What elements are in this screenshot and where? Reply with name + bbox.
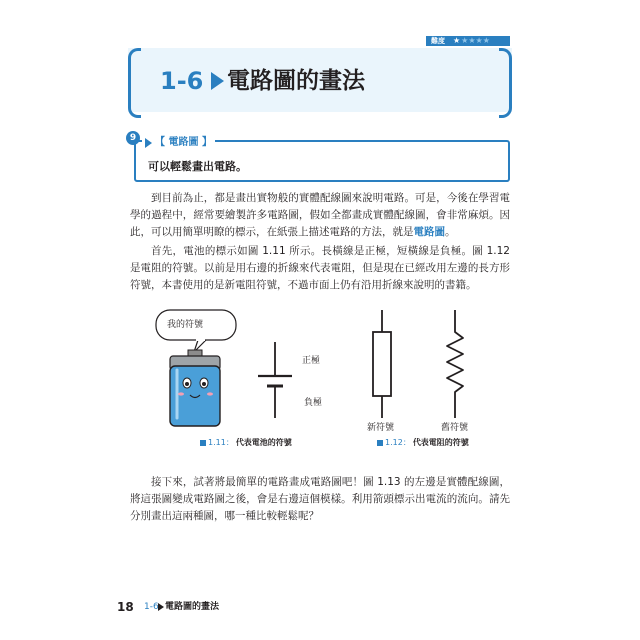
right-bracket: [499, 48, 512, 118]
caption-title: 代表電池的符號: [235, 438, 292, 447]
highlight-term: 電路圖: [413, 226, 445, 238]
left-bracket: [128, 48, 141, 118]
title-arrow-icon: [211, 72, 224, 90]
footer-title: 電路圖的畫法: [165, 602, 220, 612]
negative-label: 負極: [304, 398, 323, 408]
key-point-text: 可以輕鬆畫出電路。: [148, 160, 247, 173]
new-symbol-label: 新符號: [367, 423, 395, 433]
paragraph-1-text: 到目前為止，都是畫出實物般的實體配線圖來說明電路。可是，今後在學習電學的過程中，經常要繪製許多電路圖，假如全都畫成實體配線圖，會非常麻煩。因此，可以用簡單明瞭的標示，在紙張上描述電路的方法，就是: [130, 192, 510, 238]
resistor-old-symbol: [447, 310, 463, 418]
paragraph-1-end: 。: [445, 226, 456, 238]
page-number: 18: [117, 600, 134, 614]
paragraph-3: 接下來，試著將最簡單的電路畫成電路圖吧！圖 1.13 的左邊是實體配線圖，將這張圖變成電路圖之後，會是右邊這個模樣。利用箭頭標示出電流的流向。請先分別畫出這兩種圖，哪一種比較輕鬆呢？: [130, 476, 510, 522]
battery-symbol: [258, 342, 292, 418]
caption-number: 1.12：: [385, 438, 411, 447]
page-title: 電路圖的畫法: [227, 68, 365, 94]
caption-number: 1.11：: [208, 438, 234, 447]
caption-square-icon: [200, 440, 206, 446]
star-filled-icon: ★: [453, 36, 461, 45]
figure-caption-1-12: [377, 437, 469, 449]
section-number: 1-6: [160, 67, 204, 95]
resistor-new-symbol: [373, 310, 391, 418]
positive-label: 正極: [302, 356, 321, 366]
caption-title: 代表電阻的符號: [412, 438, 469, 447]
key-point-heading: [142, 136, 215, 150]
footer-section-number: 1-6: [144, 602, 159, 612]
battery-character-icon: [170, 350, 220, 426]
key-point-arrow-icon: [145, 138, 152, 148]
paragraph-2: 首先，電池的標示如圖 1.11 所示。長橫線是正極，短橫線是負極。圖 1.12 是電阻的符號。以前是用右邊的折線來代表電阻，但是現在已經改用左邊的長方形符號，本書使用的是新電阻符號，不過市面上仍有沿用折線來說明的書籍。: [130, 245, 510, 291]
speech-text: 我的符號: [167, 320, 204, 330]
figure-caption-1-11: [200, 437, 292, 449]
point-number-icon: 9: [126, 131, 140, 145]
footer-arrow-icon: [158, 603, 164, 611]
paragraph-1: [130, 190, 510, 241]
key-point-label: 【 電路圖 】: [155, 137, 212, 148]
old-symbol-label: 舊符號: [441, 423, 469, 433]
star-empty-icon: ★★★★: [461, 36, 490, 45]
caption-square-icon: [377, 440, 383, 446]
speech-bubble: [156, 310, 236, 352]
difficulty-stars: [450, 36, 510, 46]
difficulty-badge: [426, 36, 510, 46]
difficulty-label: 難度: [426, 36, 450, 46]
